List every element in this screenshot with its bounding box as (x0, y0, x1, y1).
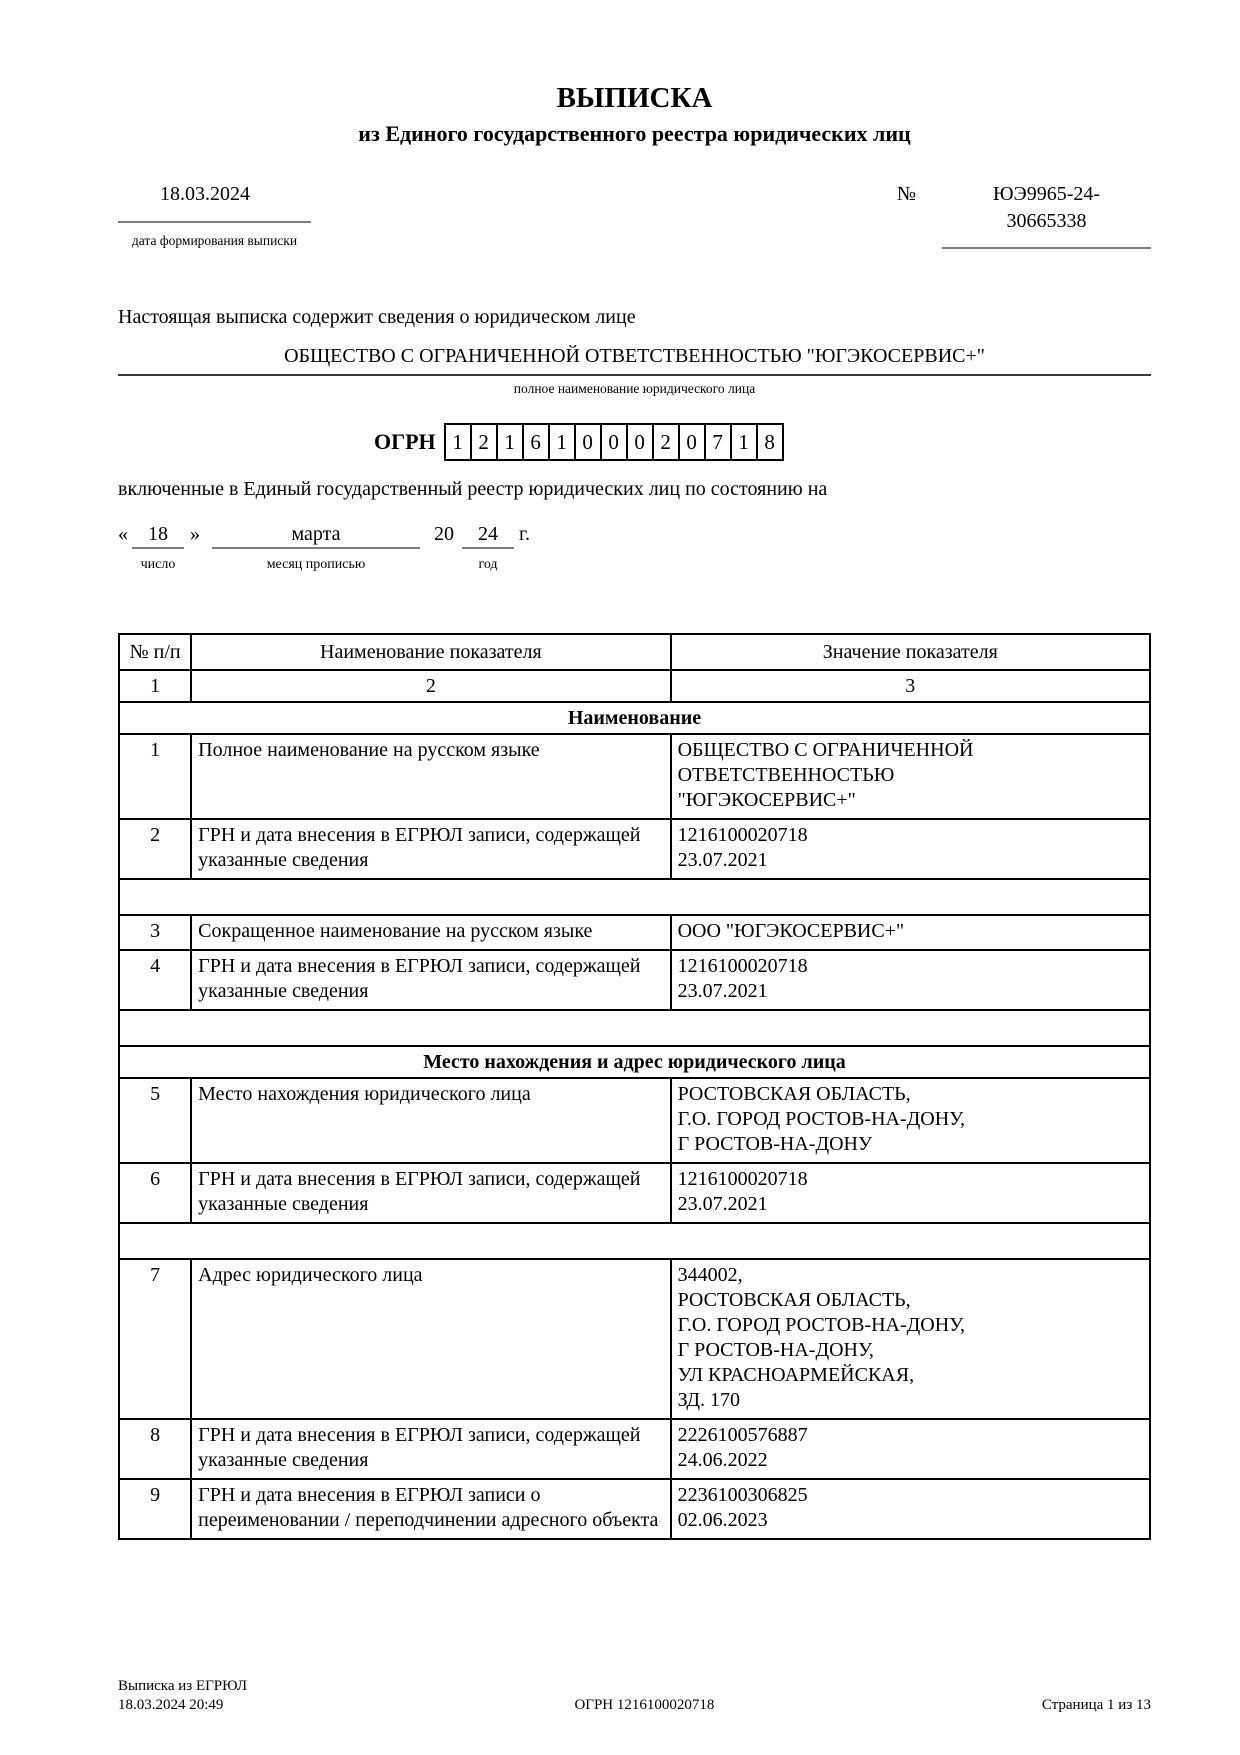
extract-number-line2: 30665338 (1006, 210, 1087, 232)
spacer-cell (119, 1010, 1150, 1046)
indicator-value-line: Г РОСТОВ-НА-ДОНУ, (677, 1339, 874, 1361)
ogrn-digit-box: 7 (704, 423, 732, 461)
row-number: 8 (119, 1419, 191, 1479)
indicator-name: Сокращенное наименование на русском языке (191, 915, 670, 950)
close-quote: » (190, 523, 200, 545)
row-number: 5 (119, 1078, 191, 1163)
included-line: включенные в Единый государственный реестр юридических лиц по состоянию на (118, 478, 828, 500)
indicator-name: ГРН и дата внесения в ЕГРЮЛ записи, содержащей указанные сведения (191, 950, 670, 1010)
indicator-name: ГРН и дата внесения в ЕГРЮЛ записи, содержащей указанные сведения (191, 1419, 670, 1479)
indicator-value-line: ЗД. 170 (677, 1389, 741, 1411)
intro-line: Настоящая выписка содержит сведения о юридическом лице (118, 306, 636, 328)
row-number: 9 (119, 1479, 191, 1539)
extract-date: 18.03.2024 (118, 181, 311, 223)
indicator-value-line: 1216100020718 (677, 955, 808, 977)
indicator-name: Место нахождения юридического лица (191, 1078, 670, 1163)
table-spacer-row (119, 879, 1150, 915)
row-number: 4 (119, 950, 191, 1010)
indicator-value (671, 1259, 1150, 1419)
extract-number (942, 181, 1151, 249)
table-section-row (119, 702, 1150, 734)
document-subtitle: из Единого государственного реестра юридических лиц (358, 121, 911, 146)
extract-date-caption: дата формирования выписки (131, 233, 298, 248)
table-row (119, 950, 1150, 1010)
ogrn-digit-box: 6 (522, 423, 550, 461)
ogrn-digit-box: 1 (730, 423, 758, 461)
indicator-value (671, 1479, 1150, 1539)
indicator-value (671, 950, 1150, 1010)
extract-number-line1: ЮЭ9965-24- (992, 183, 1101, 205)
company-full-name: ОБЩЕСТВО С ОГРАНИЧЕННОЙ ОТВЕТСТВЕННОСТЬЮ "ЮГЭКОСЕРВИС+" (118, 343, 1151, 376)
spacer-cell (119, 1223, 1150, 1259)
row-number: 6 (119, 1163, 191, 1223)
table-row (119, 1419, 1150, 1479)
indicator-name: ГРН и дата внесения в ЕГРЮЛ записи, содержащей указанные сведения (191, 1163, 670, 1223)
footer-page-info: Страница 1 из 13 (1041, 1697, 1151, 1713)
day-caption: число (140, 557, 176, 572)
indicator-value-line: 02.06.2023 (677, 1509, 768, 1531)
col-number-1: 1 (119, 670, 191, 702)
indicator-value-line: "ЮГЭКОСЕРВИС+" (677, 789, 856, 811)
ogrn-digit-box: 0 (600, 423, 628, 461)
as-of-date-row (118, 521, 1151, 573)
indicator-value-line: Г РОСТОВ-НА-ДОНУ (677, 1133, 873, 1155)
indicator-value-line: ОТВЕТСТВЕННОСТЬЮ (677, 764, 895, 786)
table-header-row (119, 634, 1150, 670)
extract-number-block (897, 181, 1151, 249)
table-row (119, 734, 1150, 819)
col-header-num: № п/п (119, 634, 191, 670)
ogrn-row (374, 423, 1151, 461)
col-header-value: Значение показателя (671, 634, 1150, 670)
row-number: 2 (119, 819, 191, 879)
col-header-name: Наименование показателя (191, 634, 670, 670)
indicator-value-line: 24.06.2022 (677, 1449, 768, 1471)
indicator-name: Полное наименование на русском языке (191, 734, 670, 819)
table-row (119, 819, 1150, 879)
indicator-value (671, 1163, 1150, 1223)
year-caption: год (478, 557, 498, 572)
ogrn-digit-boxes (444, 423, 784, 461)
year-value: 24 (462, 521, 514, 549)
column-number-row (119, 670, 1150, 702)
row-number: 3 (119, 915, 191, 950)
indicator-value (671, 734, 1150, 819)
ogrn-label: ОГРН (374, 429, 436, 454)
year-segment (462, 521, 514, 573)
ogrn-digit-box: 0 (574, 423, 602, 461)
footer-left-block (118, 1677, 247, 1715)
ogrn-digit-box: 1 (444, 423, 472, 461)
row-number: 7 (119, 1259, 191, 1419)
indicators-table (118, 633, 1151, 1540)
col-number-3: 3 (671, 670, 1150, 702)
company-name-caption: полное наименование юридического лица (513, 381, 756, 396)
indicator-name: Адрес юридического лица (191, 1259, 670, 1419)
indicator-value-line: 2236100306825 (677, 1484, 808, 1506)
ogrn-digit-box: 2 (470, 423, 498, 461)
page-footer (118, 1677, 1151, 1715)
table-row (119, 1163, 1150, 1223)
ogrn-digit-box: 2 (652, 423, 680, 461)
table-row (119, 1078, 1150, 1163)
table-spacer-row (119, 1223, 1150, 1259)
indicator-value-line: РОСТОВСКАЯ ОБЛАСТЬ, (677, 1289, 911, 1311)
month-caption: месяц прописью (266, 557, 366, 572)
indicator-value-line: Г.О. ГОРОД РОСТОВ-НА-ДОНУ, (677, 1314, 966, 1336)
indicator-name: ГРН и дата внесения в ЕГРЮЛ записи о переименовании / переподчинении адресного объекта (191, 1479, 670, 1539)
indicator-value-line: 23.07.2021 (677, 980, 768, 1002)
indicator-value-line: 1216100020718 (677, 1168, 808, 1190)
indicator-value (671, 1419, 1150, 1479)
indicator-value-line: 2226100576887 (677, 1424, 808, 1446)
indicator-value-line: ОБЩЕСТВО С ОГРАНИЧЕННОЙ (677, 739, 974, 761)
table-row (119, 1259, 1150, 1419)
month-value: марта (212, 521, 420, 549)
section-title: Место нахождения и адрес юридического лица (119, 1046, 1150, 1078)
indicator-name: ГРН и дата внесения в ЕГРЮЛ записи, содержащей указанные сведения (191, 819, 670, 879)
col-number-2: 2 (191, 670, 670, 702)
indicator-value-line: УЛ КРАСНОАРМЕЙСКАЯ, (677, 1364, 915, 1386)
day-value: 18 (132, 521, 184, 549)
indicator-value (671, 819, 1150, 879)
footer-generated-at: 18.03.2024 20:49 (118, 1697, 224, 1713)
ogrn-digit-box: 1 (548, 423, 576, 461)
table-section-row (119, 1046, 1150, 1078)
table-row (119, 915, 1150, 950)
table-spacer-row (119, 1010, 1150, 1046)
table-row (119, 1479, 1150, 1539)
ogrn-digit-box: 0 (678, 423, 706, 461)
row-number: 1 (119, 734, 191, 819)
extract-date-block (118, 181, 311, 249)
open-quote: « (118, 523, 128, 545)
indicator-value (671, 1078, 1150, 1163)
ogrn-digit-box: 1 (496, 423, 524, 461)
century-value: 20 (434, 523, 454, 545)
document-title: ВЫПИСКА (556, 82, 713, 114)
day-segment (132, 521, 184, 573)
spacer-cell (119, 879, 1150, 915)
indicator-value-line: ООО "ЮГЭКОСЕРВИС+" (677, 920, 905, 942)
ogrn-digit-box: 0 (626, 423, 654, 461)
number-sign: № (896, 183, 916, 205)
month-segment (212, 521, 420, 573)
indicator-value-line: РОСТОВСКАЯ ОБЛАСТЬ, (677, 1083, 911, 1105)
indicator-value (671, 915, 1150, 950)
indicator-value-line: Г.О. ГОРОД РОСТОВ-НА-ДОНУ, (677, 1108, 966, 1130)
section-title: Наименование (119, 702, 1150, 734)
indicator-value-line: 23.07.2021 (677, 849, 768, 871)
year-suffix: г. (519, 523, 530, 545)
reference-row (118, 181, 1151, 249)
indicator-value-line: 23.07.2021 (677, 1193, 768, 1215)
ogrn-digit-box: 8 (756, 423, 784, 461)
indicator-value-line: 344002, (677, 1264, 743, 1286)
footer-doc-type: Выписка из ЕГРЮЛ (118, 1678, 247, 1694)
indicator-value-line: 1216100020718 (677, 824, 808, 846)
footer-ogrn: ОГРН 1216100020718 (574, 1697, 715, 1713)
